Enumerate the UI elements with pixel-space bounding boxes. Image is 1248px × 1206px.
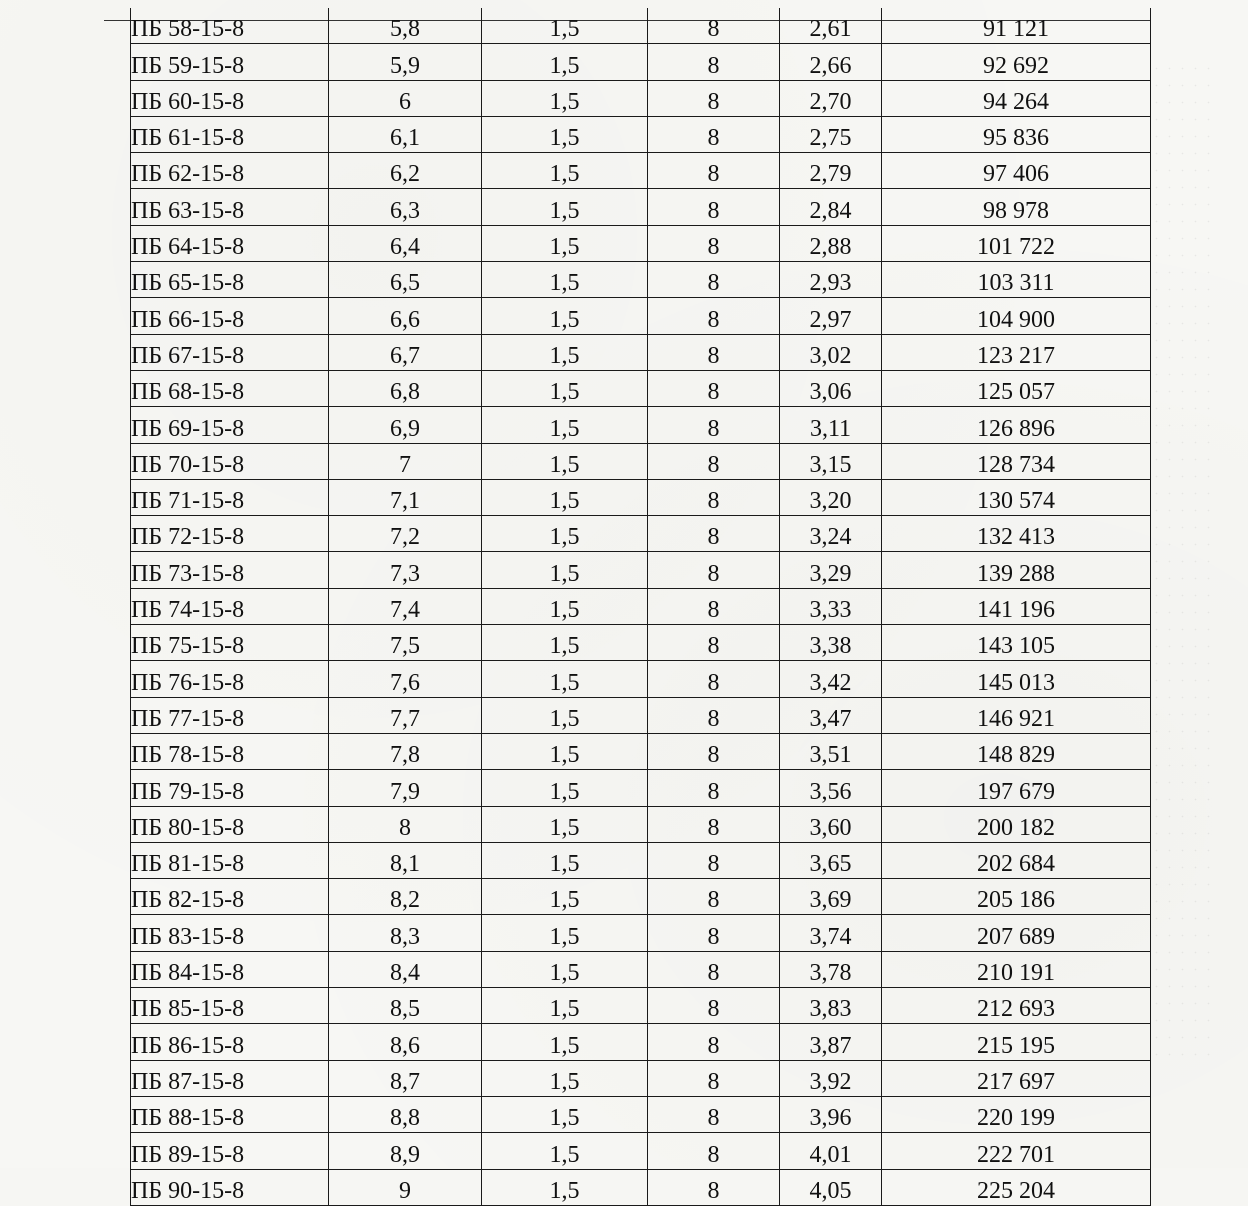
cell-length: 8,6 [329, 1024, 482, 1060]
cell-price: 202 684 [882, 842, 1151, 878]
cell-load: 8 [648, 516, 780, 552]
cell-slab-name: ПБ 89-15-8 [131, 1133, 329, 1169]
cell-load: 8 [648, 988, 780, 1024]
cell-price: 101 722 [882, 225, 1151, 261]
table-row [131, 443, 1151, 479]
cell-load: 8 [648, 370, 780, 406]
cell-length: 7,2 [329, 516, 482, 552]
cell-width: 1,5 [482, 80, 648, 116]
cell-slab-name: ПБ 68-15-8 [131, 370, 329, 406]
cell-price: 98 978 [882, 189, 1151, 225]
cell-width: 1,5 [482, 298, 648, 334]
cell-price: 94 264 [882, 80, 1151, 116]
table-row [131, 697, 1151, 733]
cell-width: 1,5 [482, 951, 648, 987]
cell-slab-name: ПБ 88-15-8 [131, 1096, 329, 1132]
scan-noise [1150, 60, 1210, 1060]
cell-price: 148 829 [882, 733, 1151, 769]
cell-slab-name: ПБ 82-15-8 [131, 879, 329, 915]
cell-length: 7,8 [329, 733, 482, 769]
cell-width: 1,5 [482, 1060, 648, 1096]
cell-slab-name: ПБ 85-15-8 [131, 988, 329, 1024]
cell-volume: 3,51 [780, 733, 882, 769]
cell-price: 220 199 [882, 1096, 1151, 1132]
cell-price: 95 836 [882, 116, 1151, 152]
cell-price: 143 105 [882, 625, 1151, 661]
cell-volume: 3,47 [780, 697, 882, 733]
cell-volume: 4,05 [780, 1169, 882, 1205]
cell-slab-name: ПБ 83-15-8 [131, 915, 329, 951]
cell-volume: 3,74 [780, 915, 882, 951]
cell-length: 9 [329, 1169, 482, 1205]
cell-load: 8 [648, 625, 780, 661]
cell-slab-name: ПБ 72-15-8 [131, 516, 329, 552]
cell-price: 130 574 [882, 479, 1151, 515]
cell-slab-name: ПБ 73-15-8 [131, 552, 329, 588]
cell-volume: 3,56 [780, 770, 882, 806]
cell-slab-name: ПБ 77-15-8 [131, 697, 329, 733]
cell-load: 8 [648, 1133, 780, 1169]
cell-length: 7 [329, 443, 482, 479]
cell-load: 8 [648, 733, 780, 769]
cell-load: 8 [648, 552, 780, 588]
cell-length: 8,8 [329, 1096, 482, 1132]
cell-load: 8 [648, 697, 780, 733]
cell-volume: 2,61 [780, 8, 882, 44]
cell-width: 1,5 [482, 1024, 648, 1060]
cell-width: 1,5 [482, 334, 648, 370]
cell-volume: 3,24 [780, 516, 882, 552]
price-table [130, 8, 1151, 1206]
cell-price: 123 217 [882, 334, 1151, 370]
cell-load: 8 [648, 806, 780, 842]
cell-length: 6,7 [329, 334, 482, 370]
cell-width: 1,5 [482, 262, 648, 298]
cell-volume: 3,60 [780, 806, 882, 842]
cell-length: 6,2 [329, 153, 482, 189]
cell-load: 8 [648, 1169, 780, 1205]
cell-slab-name: ПБ 86-15-8 [131, 1024, 329, 1060]
cell-volume: 3,20 [780, 479, 882, 515]
table-row [131, 770, 1151, 806]
cell-load: 8 [648, 298, 780, 334]
cell-price: 225 204 [882, 1169, 1151, 1205]
cell-slab-name: ПБ 70-15-8 [131, 443, 329, 479]
cell-volume: 3,33 [780, 588, 882, 624]
cell-load: 8 [648, 80, 780, 116]
cell-price: 205 186 [882, 879, 1151, 915]
cell-price: 141 196 [882, 588, 1151, 624]
table-row [131, 116, 1151, 152]
cell-price: 200 182 [882, 806, 1151, 842]
cell-volume: 3,92 [780, 1060, 882, 1096]
cell-load: 8 [648, 1024, 780, 1060]
cell-length: 8,7 [329, 1060, 482, 1096]
cell-width: 1,5 [482, 879, 648, 915]
table-row [131, 951, 1151, 987]
table-row [131, 479, 1151, 515]
cell-width: 1,5 [482, 370, 648, 406]
cell-price: 146 921 [882, 697, 1151, 733]
cell-load: 8 [648, 770, 780, 806]
table-body [131, 8, 1151, 1205]
cell-length: 8,3 [329, 915, 482, 951]
cell-width: 1,5 [482, 552, 648, 588]
cell-length: 7,7 [329, 697, 482, 733]
cell-volume: 3,96 [780, 1096, 882, 1132]
cell-length: 6,1 [329, 116, 482, 152]
table-row [131, 1133, 1151, 1169]
cell-load: 8 [648, 951, 780, 987]
cell-volume: 2,66 [780, 44, 882, 80]
table-row [131, 661, 1151, 697]
cell-slab-name: ПБ 78-15-8 [131, 733, 329, 769]
cell-volume: 4,01 [780, 1133, 882, 1169]
cell-length: 6,4 [329, 225, 482, 261]
cell-width: 1,5 [482, 8, 648, 44]
cell-price: 215 195 [882, 1024, 1151, 1060]
table-row [131, 552, 1151, 588]
cell-price: 103 311 [882, 262, 1151, 298]
table-row [131, 8, 1151, 44]
table-row [131, 1096, 1151, 1132]
cell-price: 210 191 [882, 951, 1151, 987]
cell-slab-name: ПБ 76-15-8 [131, 661, 329, 697]
cell-width: 1,5 [482, 225, 648, 261]
cell-length: 8,1 [329, 842, 482, 878]
cell-width: 1,5 [482, 988, 648, 1024]
cell-width: 1,5 [482, 770, 648, 806]
cell-slab-name: ПБ 67-15-8 [131, 334, 329, 370]
cell-slab-name: ПБ 74-15-8 [131, 588, 329, 624]
cell-slab-name: ПБ 71-15-8 [131, 479, 329, 515]
cell-slab-name: ПБ 59-15-8 [131, 44, 329, 80]
cell-load: 8 [648, 661, 780, 697]
table-row [131, 370, 1151, 406]
table-row [131, 1169, 1151, 1205]
cell-slab-name: ПБ 80-15-8 [131, 806, 329, 842]
table-row [131, 189, 1151, 225]
cell-price: 197 679 [882, 770, 1151, 806]
cell-width: 1,5 [482, 661, 648, 697]
cell-price: 217 697 [882, 1060, 1151, 1096]
cell-length: 7,9 [329, 770, 482, 806]
cell-slab-name: ПБ 79-15-8 [131, 770, 329, 806]
cell-width: 1,5 [482, 44, 648, 80]
cell-volume: 3,42 [780, 661, 882, 697]
cell-volume: 3,87 [780, 1024, 882, 1060]
cell-slab-name: ПБ 81-15-8 [131, 842, 329, 878]
cell-volume: 2,88 [780, 225, 882, 261]
cell-price: 139 288 [882, 552, 1151, 588]
table-row [131, 879, 1151, 915]
cell-length: 6,9 [329, 407, 482, 443]
cell-length: 6,8 [329, 370, 482, 406]
cell-width: 1,5 [482, 443, 648, 479]
table-row [131, 1060, 1151, 1096]
cell-slab-name: ПБ 84-15-8 [131, 951, 329, 987]
cell-length: 7,6 [329, 661, 482, 697]
cell-volume: 2,93 [780, 262, 882, 298]
cell-slab-name: ПБ 62-15-8 [131, 153, 329, 189]
cell-volume: 3,69 [780, 879, 882, 915]
cell-price: 145 013 [882, 661, 1151, 697]
cell-volume: 3,06 [780, 370, 882, 406]
table-row [131, 915, 1151, 951]
table-row [131, 625, 1151, 661]
table-row [131, 1024, 1151, 1060]
cell-length: 6,5 [329, 262, 482, 298]
table-row [131, 806, 1151, 842]
cell-slab-name: ПБ 61-15-8 [131, 116, 329, 152]
cell-width: 1,5 [482, 516, 648, 552]
cell-width: 1,5 [482, 588, 648, 624]
cell-load: 8 [648, 1096, 780, 1132]
cell-load: 8 [648, 116, 780, 152]
cell-load: 8 [648, 915, 780, 951]
cell-price: 128 734 [882, 443, 1151, 479]
cell-price: 91 121 [882, 8, 1151, 44]
cell-price: 92 692 [882, 44, 1151, 80]
cell-length: 8,4 [329, 951, 482, 987]
cell-load: 8 [648, 443, 780, 479]
table-row [131, 298, 1151, 334]
cell-width: 1,5 [482, 479, 648, 515]
cell-length: 6,3 [329, 189, 482, 225]
cell-width: 1,5 [482, 733, 648, 769]
cell-width: 1,5 [482, 407, 648, 443]
table-row [131, 988, 1151, 1024]
cell-width: 1,5 [482, 806, 648, 842]
cell-slab-name: ПБ 58-15-8 [131, 8, 329, 44]
cell-volume: 3,11 [780, 407, 882, 443]
cell-length: 6,6 [329, 298, 482, 334]
cell-slab-name: ПБ 69-15-8 [131, 407, 329, 443]
cell-volume: 3,83 [780, 988, 882, 1024]
cell-length: 7,4 [329, 588, 482, 624]
cell-length: 7,5 [329, 625, 482, 661]
cell-load: 8 [648, 588, 780, 624]
table-row [131, 153, 1151, 189]
cell-volume: 2,75 [780, 116, 882, 152]
cell-width: 1,5 [482, 153, 648, 189]
table-row [131, 588, 1151, 624]
cell-slab-name: ПБ 90-15-8 [131, 1169, 329, 1205]
table-row [131, 407, 1151, 443]
cell-load: 8 [648, 225, 780, 261]
cell-price: 132 413 [882, 516, 1151, 552]
cell-width: 1,5 [482, 697, 648, 733]
cell-width: 1,5 [482, 1133, 648, 1169]
cell-load: 8 [648, 189, 780, 225]
cell-width: 1,5 [482, 189, 648, 225]
table-row [131, 334, 1151, 370]
cell-volume: 2,79 [780, 153, 882, 189]
cell-volume: 2,70 [780, 80, 882, 116]
cell-slab-name: ПБ 66-15-8 [131, 298, 329, 334]
cell-width: 1,5 [482, 625, 648, 661]
cell-volume: 2,97 [780, 298, 882, 334]
cell-width: 1,5 [482, 915, 648, 951]
cell-load: 8 [648, 44, 780, 80]
table-row [131, 733, 1151, 769]
cell-slab-name: ПБ 60-15-8 [131, 80, 329, 116]
cell-load: 8 [648, 153, 780, 189]
cell-length: 7,1 [329, 479, 482, 515]
cell-volume: 3,38 [780, 625, 882, 661]
cell-length: 8,2 [329, 879, 482, 915]
cell-length: 8,9 [329, 1133, 482, 1169]
cell-price: 125 057 [882, 370, 1151, 406]
cell-load: 8 [648, 8, 780, 44]
table-row [131, 516, 1151, 552]
cell-load: 8 [648, 879, 780, 915]
cell-slab-name: ПБ 63-15-8 [131, 189, 329, 225]
cell-width: 1,5 [482, 842, 648, 878]
table-row [131, 225, 1151, 261]
cell-price: 212 693 [882, 988, 1151, 1024]
table-row [131, 80, 1151, 116]
cell-width: 1,5 [482, 1169, 648, 1205]
cell-load: 8 [648, 262, 780, 298]
cell-length: 5,9 [329, 44, 482, 80]
cell-price: 126 896 [882, 407, 1151, 443]
cell-price: 104 900 [882, 298, 1151, 334]
cell-load: 8 [648, 479, 780, 515]
cell-slab-name: ПБ 87-15-8 [131, 1060, 329, 1096]
cell-load: 8 [648, 407, 780, 443]
cell-length: 8,5 [329, 988, 482, 1024]
cell-volume: 3,78 [780, 951, 882, 987]
cell-volume: 3,65 [780, 842, 882, 878]
cell-volume: 3,02 [780, 334, 882, 370]
cell-load: 8 [648, 842, 780, 878]
table-row [131, 842, 1151, 878]
cell-length: 5,8 [329, 8, 482, 44]
cell-load: 8 [648, 334, 780, 370]
cell-load: 8 [648, 1060, 780, 1096]
cell-width: 1,5 [482, 1096, 648, 1132]
cell-price: 97 406 [882, 153, 1151, 189]
cell-slab-name: ПБ 64-15-8 [131, 225, 329, 261]
cell-slab-name: ПБ 75-15-8 [131, 625, 329, 661]
cell-volume: 3,29 [780, 552, 882, 588]
cell-width: 1,5 [482, 116, 648, 152]
cell-slab-name: ПБ 65-15-8 [131, 262, 329, 298]
cell-length: 8 [329, 806, 482, 842]
table-row [131, 262, 1151, 298]
cell-price: 222 701 [882, 1133, 1151, 1169]
cell-length: 7,3 [329, 552, 482, 588]
table-row [131, 44, 1151, 80]
cell-price: 207 689 [882, 915, 1151, 951]
cell-volume: 3,15 [780, 443, 882, 479]
cell-volume: 2,84 [780, 189, 882, 225]
cell-length: 6 [329, 80, 482, 116]
